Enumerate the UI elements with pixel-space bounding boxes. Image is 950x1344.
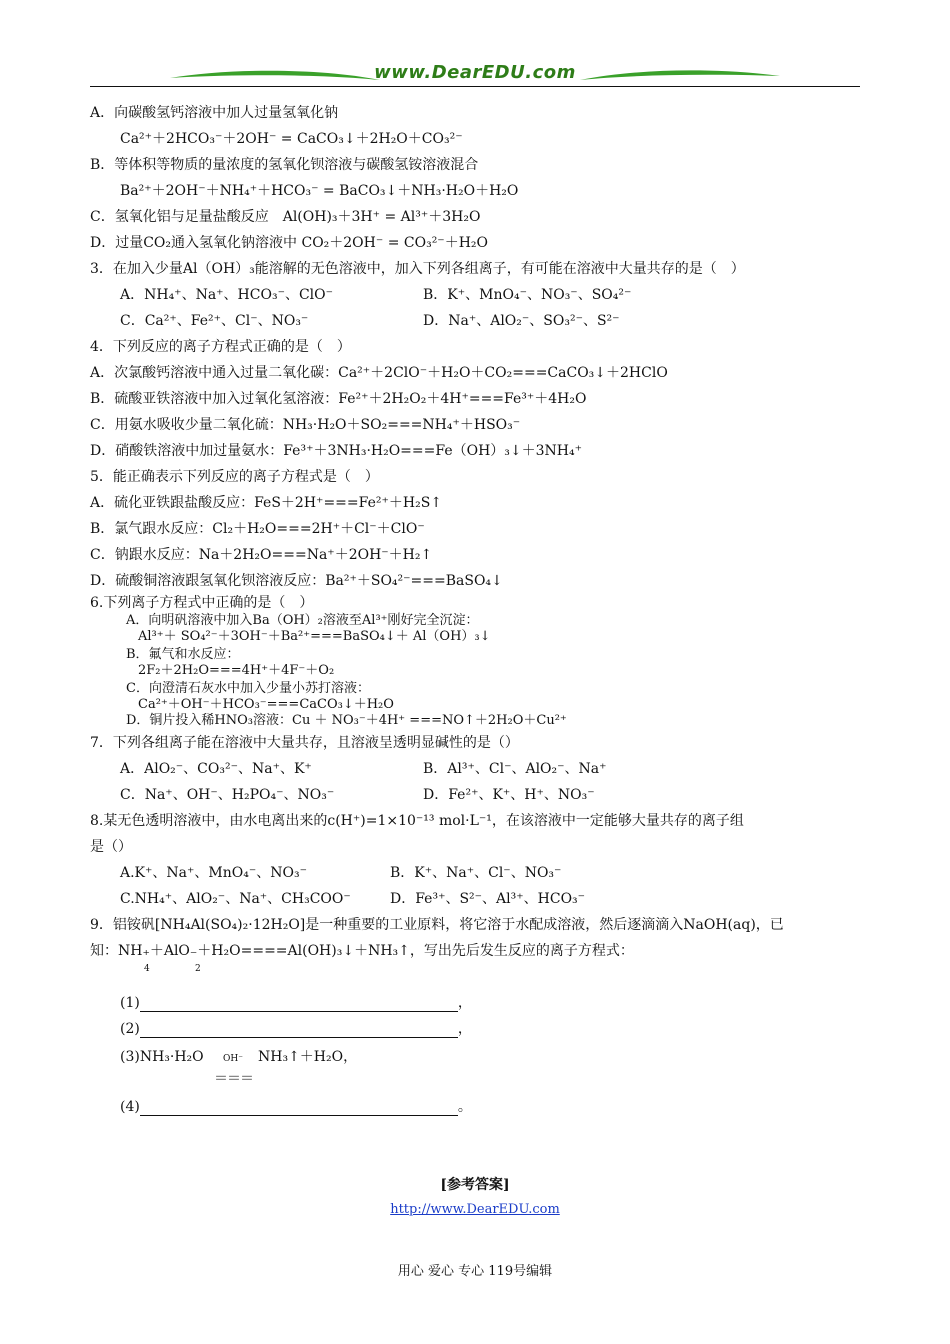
question-3: 3．在加入少量Al（OH）₃能溶解的无色溶液中，加入下列各组离子，有可能在溶液中大量共存的是（ ） <box>90 261 745 277</box>
site-logo-text: www.DearEDU.com <box>374 62 576 83</box>
q6-equation-b: 2F₂＋2H₂O===4H⁺＋4F⁻＋O₂ <box>138 663 335 678</box>
question-8-line1: 8.某无色透明溶液中，由水电离出来的c(H⁺)=1×10⁻¹³ mol·L⁻¹，在该溶液中一定能够大量共存的离子组 <box>90 813 744 829</box>
q6-option-b: B．氟气和水反应： <box>126 647 240 662</box>
q8-option-a: A.K⁺、Na⁺、MnO₄⁻、NO₃⁻ <box>120 865 307 881</box>
q2-option-b: B．等体积等物质的量浓度的氢氧化钡溶液与碳酸氢铵溶液混合 <box>90 157 479 173</box>
page-header <box>90 58 860 90</box>
q7-option-a: A．AlO₂⁻、CO₃²⁻、Na⁺、K⁺ <box>120 761 312 777</box>
q9-answer-3-lhs: (3)NH₃·H₂O <box>120 1049 204 1065</box>
q9-answer-2-end: ， <box>457 1021 472 1037</box>
q9-subscript-4: 4 <box>144 964 150 974</box>
q9-subscript-2: 2 <box>195 964 201 974</box>
q8-option-b: B．K⁺、Na⁺、Cl⁻、NO₃⁻ <box>390 865 562 881</box>
q9-answer-2 <box>120 1020 472 1038</box>
q7-option-b: B．Al³⁺、Cl⁻、AlO₂⁻、Na⁺ <box>423 761 607 777</box>
q9-answer-1-label: (1) <box>120 995 140 1011</box>
q4-option-c: C．用氨水吸收少量二氧化硫：NH₃·H₂O＋SO₂===NH₄⁺＋HSO₃⁻ <box>90 417 521 433</box>
q6-option-c: C．向澄清石灰水中加入少量小苏打溶液： <box>126 681 370 696</box>
q9-answer-4-blank[interactable] <box>140 1101 458 1116</box>
site-link[interactable]: http://www.DearEDU.com <box>390 1202 560 1217</box>
q8-option-d: D．Fe³⁺、S²⁻、Al³⁺、HCO₃⁻ <box>390 891 586 907</box>
q4-option-d: D．硝酸铁溶液中加过量氨水：Fe³⁺＋3NH₃·H₂O===Fe（OH）₃↓＋3NH₄⁺ <box>90 443 583 459</box>
q6-equation-c: Ca²⁺＋OH⁻＋HCO₃⁻===CaCO₃↓＋H₂O <box>138 697 394 712</box>
q9-answer-2-label: (2) <box>120 1021 140 1037</box>
q3-option-d: D．Na⁺、AlO₂⁻、SO₃²⁻、S²⁻ <box>423 313 620 329</box>
q9-answer-1-blank[interactable] <box>140 997 458 1012</box>
q9-answer-3-equals: ＝＝＝ <box>214 1071 253 1087</box>
q2-option-a: A．向碳酸氢钙溶液中加人过量氢氧化钠 <box>90 105 339 121</box>
q9-answer-1 <box>120 994 472 1012</box>
q3-option-b: B．K⁺、MnO₄⁻、NO₃⁻、SO₄²⁻ <box>423 287 632 303</box>
q2-equation-a: Ca²⁺＋2HCO₃⁻＋2OH⁻ = CaCO₃↓＋2H₂O＋CO₃²⁻ <box>120 131 463 147</box>
q9-answer-4-end: 。 <box>457 1099 472 1115</box>
q5-option-b: B．氯气跟水反应：Cl₂＋H₂O===2H⁺＋Cl⁻＋ClO⁻ <box>90 521 425 537</box>
q9-answer-4 <box>120 1098 472 1116</box>
q6-option-d: D．铜片投入稀HNO₃溶液：Cu ＋ NO₃⁻＋4H⁺ ===NO↑＋2H₂O＋Cu²⁺ <box>126 713 567 728</box>
q3-option-a: A．NH₄⁺、Na⁺、HCO₃⁻、ClO⁻ <box>120 287 334 303</box>
q5-option-a: A．硫化亚铁跟盐酸反应：FeS＋2H⁺===Fe²⁺＋H₂S↑ <box>90 495 443 511</box>
q9-answer-4-label: (4) <box>120 1099 140 1115</box>
q5-option-c: C．钠跟水反应：Na＋2H₂O===Na⁺＋2OH⁻＋H₂↑ <box>90 547 433 563</box>
question-6: 6.下列离子方程式中正确的是（ ） <box>90 595 314 611</box>
question-4: 4．下列反应的离子方程式正确的是（ ） <box>90 339 351 355</box>
q9-answer-3-catalyst: OH⁻ <box>223 1054 243 1064</box>
q4-option-a: A．次氯酸钙溶液中通入过量二氧化碳：Ca²⁺＋2ClO⁻＋H₂O＋CO₂===CaCO₃↓＋2HClO <box>90 365 668 381</box>
q7-option-c: C．Na⁺、OH⁻、H₂PO₄⁻、NO₃⁻ <box>120 787 335 803</box>
q7-option-d: D．Fe²⁺、K⁺、H⁺、NO₃⁻ <box>423 787 595 803</box>
question-8-line2: 是（） <box>90 839 132 855</box>
q5-option-d: D．硫酸铜溶液跟氢氧化钡溶液反应：Ba²⁺＋SO₄²⁻===BaSO₄↓ <box>90 573 503 589</box>
q9-answer-2-blank[interactable] <box>140 1023 458 1038</box>
q9-answer-1-end: ， <box>457 995 472 1011</box>
question-9-line1: 9．铝铵矾[NH₄Al(SO₄)₂·12H₂O]是一种重要的工业原料，将它溶于水配成溶液，然后逐滴滴入NaOH(aq)，已 <box>90 917 784 933</box>
q3-option-c: C．Ca²⁺、Fe²⁺、Cl⁻、NO₃⁻ <box>120 313 309 329</box>
answer-heading: [参考答案] <box>440 1177 510 1193</box>
q2-option-c: C．氢氧化铝与足量盐酸反应 Al(OH)₃＋3H⁺ = Al³⁺＋3H₂O <box>90 209 481 225</box>
q2-equation-b: Ba²⁺＋2OH⁻＋NH₄⁺＋HCO₃⁻ = BaCO₃↓＋NH₃·H₂O＋H₂O <box>120 183 519 199</box>
q2-option-d: D．过量CO₂通入氢氧化钠溶液中 CO₂＋2OH⁻ = CO₃²⁻＋H₂O <box>90 235 488 251</box>
q6-equation-a: Al³⁺＋ SO₄²⁻＋3OH⁻＋Ba²⁺===BaSO₄↓＋ Al（OH）₃↓ <box>138 629 491 644</box>
header-rule <box>90 86 860 87</box>
question-5: 5．能正确表示下列反应的离子方程式是（ ） <box>90 469 379 485</box>
question-7: 7．下列各组离子能在溶液中大量共存，且溶液呈透明显碱性的是（） <box>90 735 519 751</box>
q9-answer-3-rhs: NH₃↑＋H₂O， <box>258 1049 358 1065</box>
question-9-line2: 知：NH₊＋AlO₋＋H₂O====Al(OH)₃↓＋NH₃↑，写出先后发生反应的离子方程式： <box>90 943 634 959</box>
site-link-row <box>0 1202 950 1217</box>
q8-option-c: C.NH₄⁺、AlO₂⁻、Na⁺、CH₃COO⁻ <box>120 891 351 907</box>
q6-option-a: A．向明矾溶液中加入Ba（OH）₂溶液至Al³⁺刚好完全沉淀： <box>126 613 479 628</box>
page-footer: 用心 爱心 专心 119号编辑 <box>397 1264 553 1279</box>
q4-option-b: B．硫酸亚铁溶液中加入过氧化氢溶液：Fe²⁺＋2H₂O₂＋4H⁺===Fe³⁺＋4H₂O <box>90 391 587 407</box>
